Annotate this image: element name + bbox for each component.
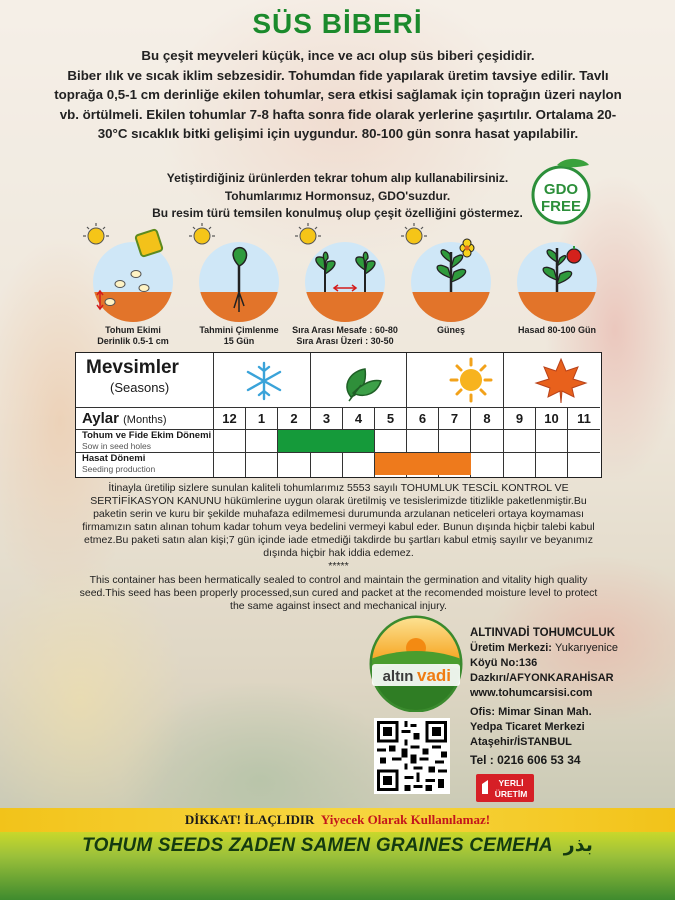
intro-line: Bu çeşit meyveleri küçük, ince ve acı olup süs biberi çeşididir. [141, 48, 535, 63]
legal-text-turkish: İtinayla üretilip sizlere sunulan kaliteli tohumlarımız 5553 sayılı TOHUMLUK TESCİL KONTROL VE SERTİFİKASYON KANUNU hükümlerine uygun olarak üretilmiş ve tesislerimizde titizlikle paketlenmiştir.Bu paketin serin ve kuru bir şekilde muhafaza edilmemesi durumunda arzulanan neticeleri ortaya koymaması firmamızın satın alınan tohum kadar tohum veya bedelini vermeyi kabul eder. Bunun dışında hiçbir talebi kabul etmez.Bu paketi satın alan kişi;7 gün içinde iade etmediği takdirde bu şartları kabul etmiş sayılır ve beyanımız dışında hiçbir hak iddia edemez. ***** [82, 482, 595, 572]
fruiting-plant-icon [502, 222, 612, 326]
month-header: 4 [354, 411, 363, 426]
qr-code[interactable] [374, 718, 450, 794]
seed-sowing-icon [78, 222, 188, 326]
office-line: Ataşehir/İSTANBUL [470, 736, 572, 748]
sow-label: Tohum ve Fide Ekim Dönemi Sow in seed holes [82, 430, 212, 451]
free-text: FREE [540, 198, 582, 215]
intro-line: 30°C sıcaklık bitki gelişimi için uygundur. 80-100 gün sonra hasat yapılabilir. [97, 126, 579, 141]
month-header: 8 [483, 411, 491, 426]
intro-line: vb. örtülmeli. Ekilen tohumlar 7-8 hafta sonra fide olarak yerlerine şaşırtılır. Ortalama 20- [59, 106, 617, 122]
phone-number: Tel : 0216 606 53 34 [470, 753, 581, 767]
harvest-label: Hasat Dönemi Seeding production [82, 453, 156, 474]
month-header: 9 [515, 411, 524, 426]
stage-spacing [290, 222, 400, 346]
company-name: ALTINVADİ TOHUMCULUK [470, 627, 616, 639]
stage-sun [396, 222, 506, 335]
stage-germination [184, 222, 294, 346]
stage-harvest [502, 222, 612, 335]
month-header: 6 [418, 411, 427, 426]
page-title: SÜS BİBERİ [252, 8, 423, 39]
leaves-icon [321, 357, 401, 403]
address-line: Köyü No:136 [470, 657, 538, 669]
company-info [470, 626, 670, 768]
harvest-period-cell [375, 453, 471, 475]
yerli-text: YERLİ [498, 778, 524, 788]
planting-calendar [75, 352, 602, 478]
note-line: Bu resim türü temsilen konulmuş olup çeşit özelliğini göstermez. [152, 206, 523, 220]
gdo-free-badge [527, 157, 597, 227]
note-line: Tohumlarımız Hormonsuz, GDO'suzdur. [224, 188, 451, 203]
note-line: Yetiştirdiğiniz ürünlerden tekrar tohum alıp kullanabilirsiniz. [166, 171, 509, 185]
uretim-text: ÜRETİM [494, 789, 528, 799]
logo-word-altin: altın [382, 668, 414, 685]
stage-label: Güneş [436, 325, 465, 335]
snowflake-icon [226, 359, 302, 403]
office-line: Yedpa Ticaret Merkezi [470, 721, 585, 733]
months-label: Aylar (Months) [82, 410, 167, 427]
seeds-multilingual-line: TOHUM SEEDS ZADEN SAMEN GRAINES CEMEHA بذر [82, 834, 593, 856]
stage-label: Tohum Ekimi Derinlik 0.5-1 cm [97, 325, 169, 346]
altinvadi-logo [368, 612, 464, 712]
month-header: 11 [577, 411, 591, 426]
seasons-subtitle: (Seasons) [110, 380, 170, 395]
autumn-leaf-icon [524, 355, 598, 405]
month-header: 10 [544, 411, 559, 426]
yerli-uretim-badge [476, 774, 534, 802]
gdo-text: GDO [543, 181, 579, 198]
flowering-plant-icon [396, 222, 506, 326]
month-header: 1 [257, 411, 266, 426]
intro-line: Biber ılık ve sıcak iklim sebzesidir. Tohumdan fide yapılarak üretim tavsiye edilir. Tavlı [67, 67, 609, 83]
seasons-title: Mevsimler [86, 357, 179, 378]
legal-text-english: This container has been hermatically sealed to control and maintain the germination and vitality high quality seed.This seed has been properly processed,sun cured and packet at the recomended moisture level to protect the same against insect and mechanical injury. [79, 574, 598, 612]
stage-label: Sıra Arası Mesafe : 60-80 Sıra Arası Üzeri : 30-50 [292, 325, 398, 346]
website-link[interactable]: www.tohumcarsisi.com [470, 687, 593, 699]
logo-word-vadi: vadi [416, 666, 452, 685]
seedling-icon [184, 222, 294, 326]
office-line: Ofis: Mimar Sinan Mah. [470, 706, 592, 718]
intro-line: toprağa 0,5-1 cm derinliğe ekilen tohumlar, sera etkisi sağlamak için toprağın üzeri naylon [54, 87, 622, 102]
plant-spacing-icon [290, 222, 400, 326]
month-header: 5 [386, 411, 395, 426]
leaf-icon [557, 159, 589, 167]
month-header: 7 [450, 411, 459, 426]
month-header: 12 [222, 411, 237, 426]
product-notes [140, 170, 535, 223]
production-center: Üretim Merkezi: Yukarıyenice [470, 642, 618, 654]
stage-label: Hasad 80-100 Gün [517, 325, 597, 335]
stage-sowing [78, 222, 188, 346]
address-line: Dazkırı/AFYONKARAHİSAR [470, 672, 614, 684]
sowing-period-cell [278, 430, 374, 452]
pesticide-warning: DİKKAT! İLAÇLIDIR Yiyecek Olarak Kullanılamaz! [184, 812, 491, 827]
month-header: 2 [290, 411, 298, 426]
sun-icon [431, 357, 511, 403]
month-header: 3 [322, 411, 331, 426]
stage-label: Tahmini Çimlenme 15 Gün [199, 325, 279, 346]
intro-text [28, 46, 648, 144]
